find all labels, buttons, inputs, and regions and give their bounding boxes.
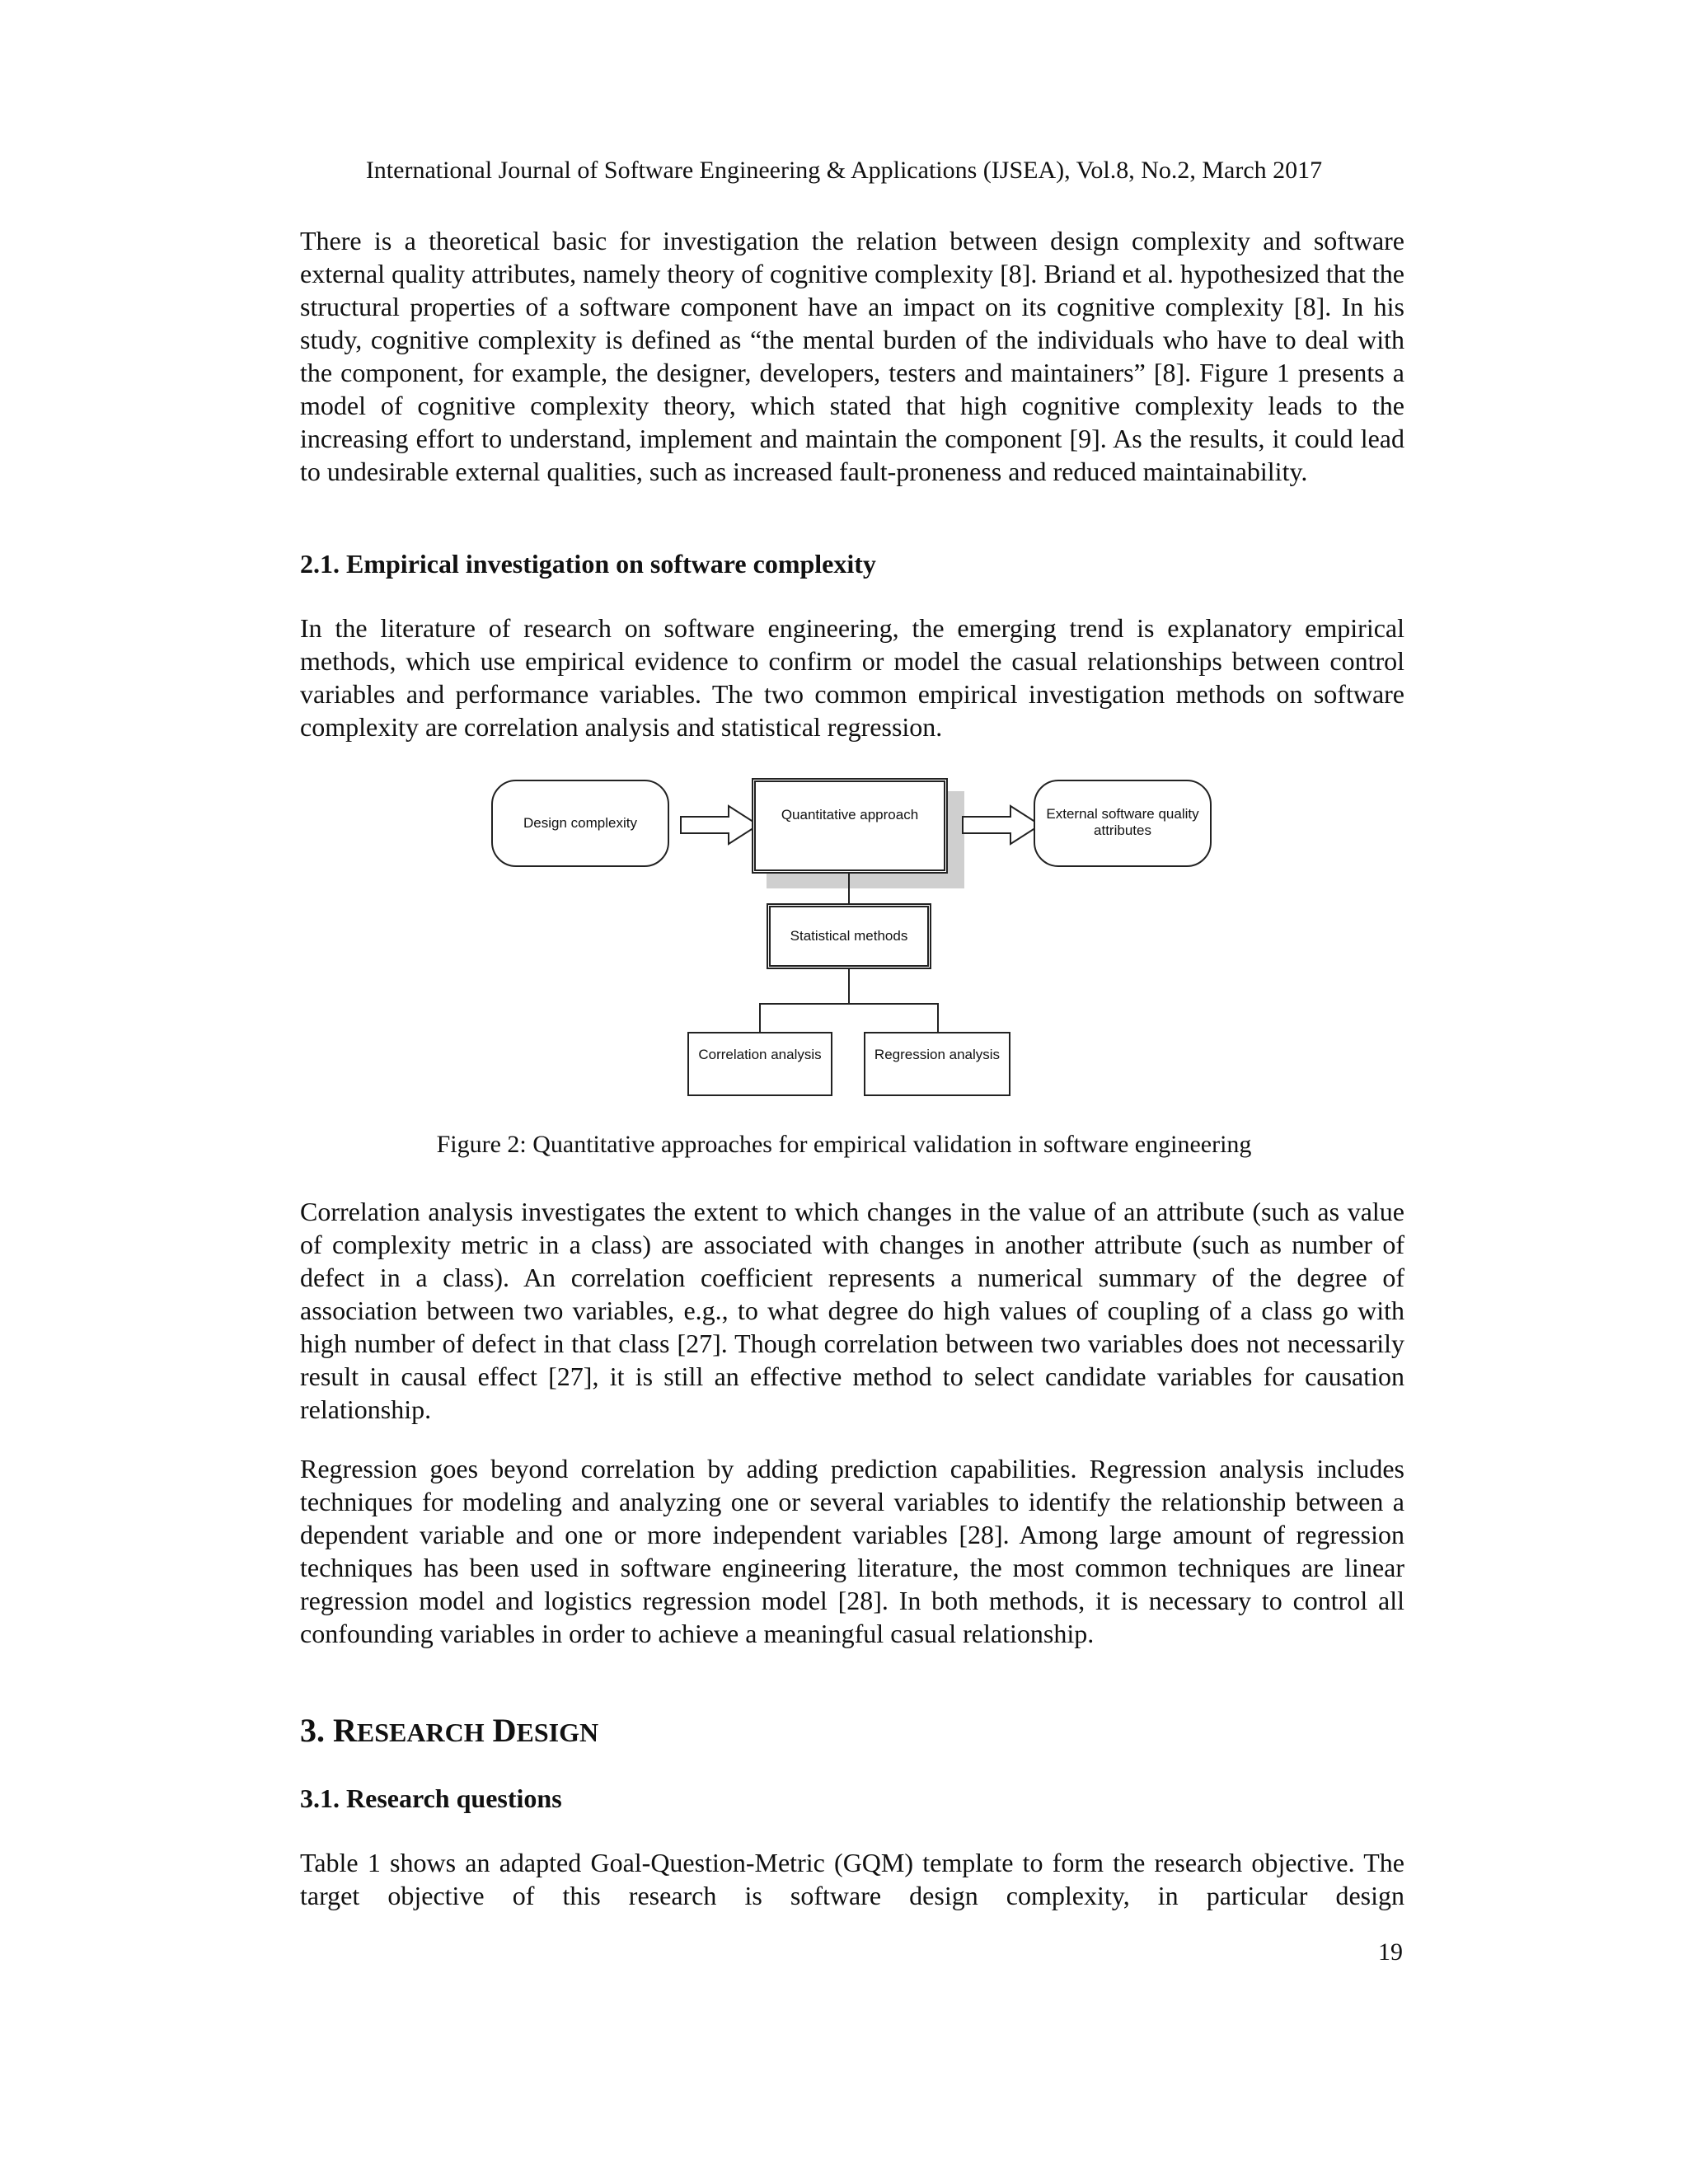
box-label: Regression analysis <box>874 1047 1001 1062</box>
box-label: Correlation analysis <box>698 1047 822 1062</box>
paragraph-regression <box>300 1452 1404 1650</box>
paragraph-text: In the literature of research on software engineering, the emerging trend is explanatory empirical methods, which use empirical evidence to confirm or model the casual relationships between control variables and performance variables. The two common empirical investigation methods on software complexity are correlation analysis and statistical regression. <box>300 613 1404 742</box>
paragraph-text: Table 1 shows an adapted Goal-Question-Metric (GQM) template to form the research objective. The target objective of this research is software design complexity, in particular design <box>300 1848 1404 1910</box>
arrow-right-icon <box>961 804 1043 846</box>
page-number: 19 <box>1378 1938 1403 1966</box>
connector-line <box>848 874 850 903</box>
heading-number: 3. <box>300 1712 333 1749</box>
connector-line <box>759 1003 761 1033</box>
section-3-1-heading <box>300 1782 1404 1815</box>
heading-smallcaps: ESEARCH <box>356 1718 485 1747</box>
heading-text: 3.1. Research questions <box>300 1783 562 1813</box>
statistical-methods-box <box>767 903 931 969</box>
heading-text: 2.1. Empirical investigation on software complexity <box>300 549 876 579</box>
heading-cap: R <box>333 1712 357 1749</box>
paragraph-empirical-methods <box>300 612 1404 743</box>
section-3-heading <box>300 1711 1404 1752</box>
correlation-analysis-box <box>687 1032 832 1096</box>
regression-analysis-box <box>864 1032 1010 1096</box>
arrow-right-icon <box>679 804 762 846</box>
paragraph-gqm <box>300 1846 1404 1912</box>
design-complexity-box <box>491 780 669 867</box>
box-label: Design complexity <box>523 815 637 831</box>
heading-smallcaps: ESIGN <box>516 1718 599 1747</box>
quantitative-approach-box <box>752 778 948 874</box>
box-label: Quantitative approach <box>781 807 919 823</box>
connector-line <box>848 969 850 1004</box>
box-label: Statistical methods <box>790 928 908 944</box>
journal-header: International Journal of Software Engineering & Applications (IJSEA), Vol.8, No.2, March 2017 <box>365 157 1323 184</box>
box-label: External software quality attributes <box>1046 806 1199 838</box>
section-2-1-heading <box>300 547 1404 580</box>
paragraph-text: Regression goes beyond correlation by adding prediction capabilities. Regression analysis includes techniques for modeling and analyzing one or several variables to identify the relationship between a dependent variable and one or more independent variables [28]. Among large amount of regression techniques has been used in software engineering literature, the most common techniques are linear regression model and logistics regression model [28]. In both methods, it is necessary to control all confounding variables in order to achieve a meaningful casual relationship. <box>300 1454 1404 1648</box>
paragraph-text: Correlation analysis investigates the extent to which changes in the value of an attribute (such as value of complexity metric in a class) are associated with changes in another attribute (such as number of defect in a class). An correlation coefficient represents a numerical summary of the degree of association between two variables, e.g., to what degree do high values of coupling of a class go with high number of defect in that class [27]. Though correlation between two variables does not necessarily result in causal effect [27], it is still an effective method to select candidate variables for causation relationship. <box>300 1197 1404 1424</box>
heading-text <box>300 1711 1404 1752</box>
connector-line <box>759 1003 939 1005</box>
paragraph-text: There is a theoretical basic for investigation the relation between design complexity and software external quality attributes, namely theory of cognitive complexity [8]. Briand et al. hypothesized that the structural properties of a software component have an impact on its cognitive complexity [8]. In his study, cognitive complexity is defined as “the mental burden of the individuals who have to deal with the component, for example, the designer, developers, testers and maintainers” [8]. Figure 1 presents a model of cognitive complexity theory, which stated that high cognitive complexity leads to the increasing effort to understand, implement and maintain the component [9]. As the results, it could lead to undesirable external qualities, such as increased fault-proneness and reduced maintainability. <box>300 226 1404 486</box>
paragraph-correlation <box>300 1195 1404 1426</box>
figure-caption: Figure 2: Quantitative approaches for empirical validation in software engineering <box>436 1131 1252 1158</box>
external-quality-box <box>1034 780 1212 867</box>
connector-line <box>937 1003 939 1033</box>
heading-cap: D <box>492 1712 517 1749</box>
paragraph-cognitive-complexity <box>300 224 1404 488</box>
